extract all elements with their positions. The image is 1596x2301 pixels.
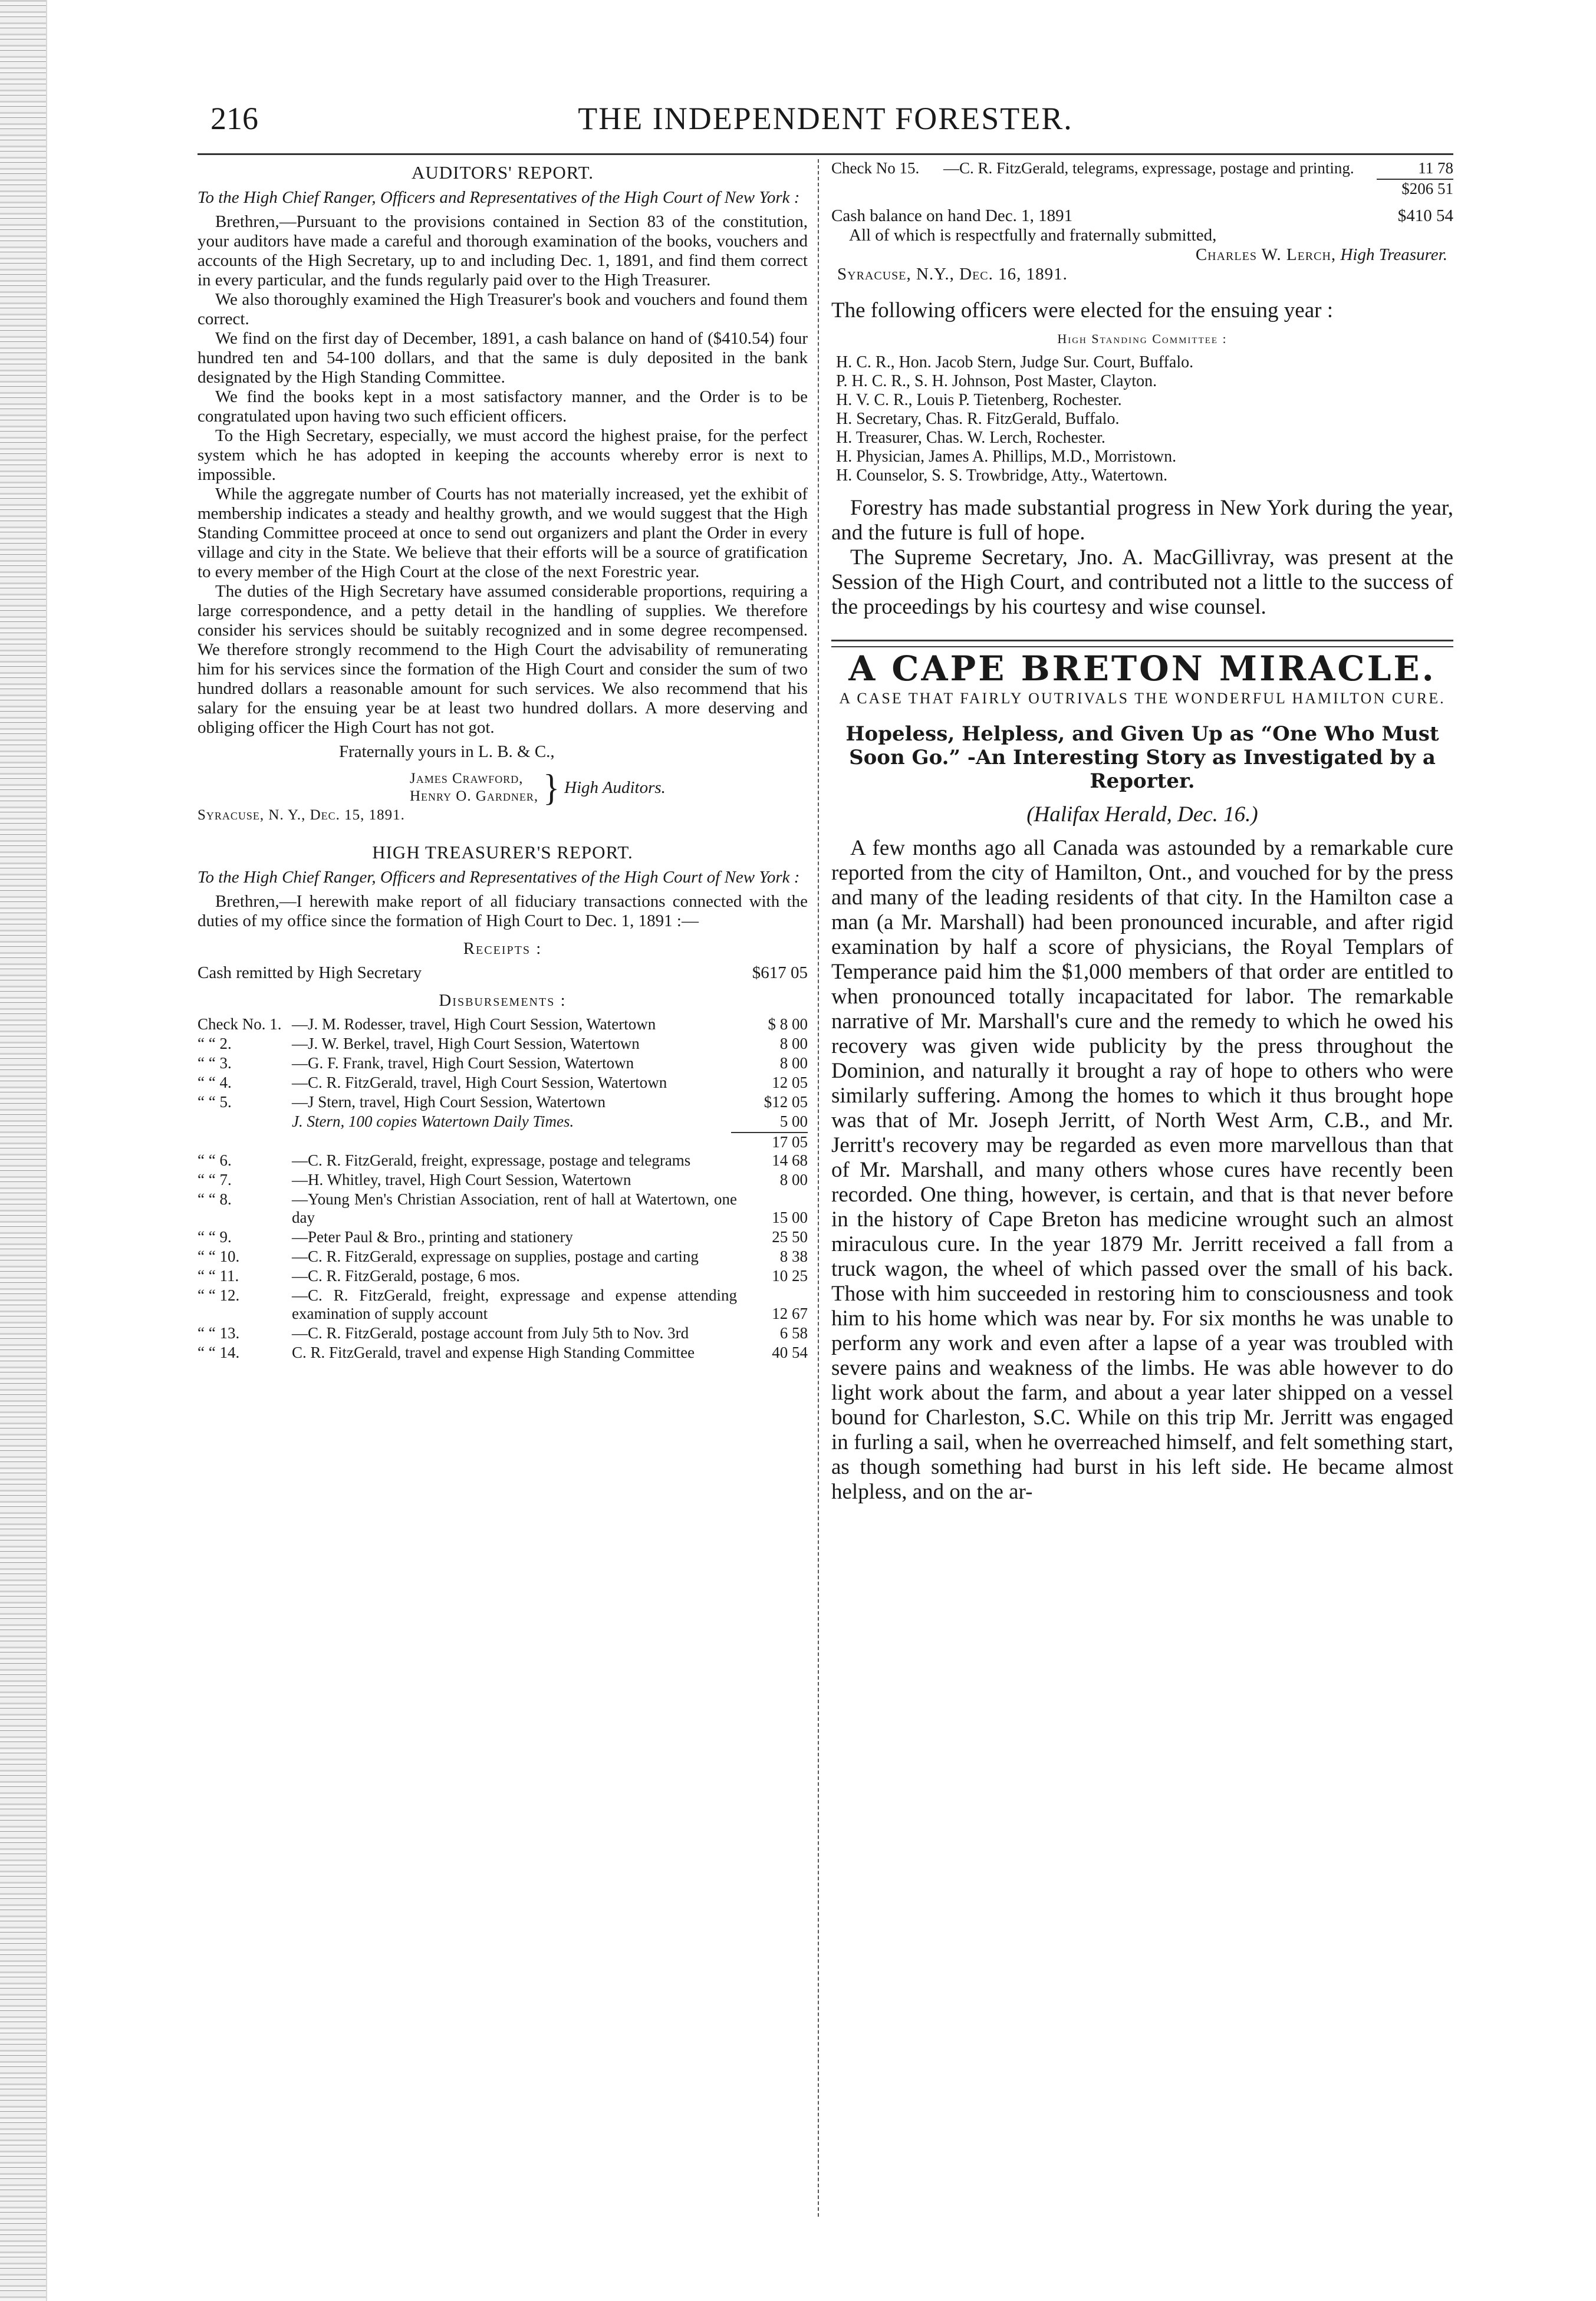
auditors-closing: Fraternally yours in L. B. & C., bbox=[339, 742, 555, 761]
newspaper-page bbox=[198, 88, 1453, 2234]
check-amount: 8 38 bbox=[779, 1247, 808, 1265]
officer-entry: H. Physician, James A. Phillips, M.D., Morristown. bbox=[836, 447, 1177, 466]
story-headline: A CAPE BRETON MIRACLE. bbox=[848, 649, 1436, 689]
story-deck: Hopeless, Helpless, and Given Up as “One Who Must Soon Go.” -An Interesting Story as Investigated by a Reporter. bbox=[845, 722, 1439, 793]
masthead: THE INDEPENDENT FORESTER. bbox=[578, 101, 1073, 136]
right-column bbox=[831, 159, 1453, 2223]
signer-name: James Crawford, bbox=[410, 771, 524, 786]
page-header bbox=[198, 100, 1453, 155]
section-divider bbox=[831, 640, 1453, 647]
officer-entry: H. Treasurer, Chas. W. Lerch, Rochester. bbox=[836, 429, 1105, 447]
check-amount: 8 00 bbox=[779, 1171, 808, 1189]
check-number: “ “ 12. bbox=[198, 1286, 240, 1304]
auditors-place-date: Syracuse, N. Y., Dec. 15, 1891. bbox=[198, 807, 405, 823]
check-amount: 10 25 bbox=[772, 1267, 808, 1285]
brace-glyph: } bbox=[543, 766, 560, 809]
check-number: “ “ 6. bbox=[198, 1151, 232, 1169]
check-row bbox=[198, 1267, 808, 1285]
check-number: “ “ 5. bbox=[198, 1093, 232, 1111]
story-text: A few months ago all Canada was astounded by a remarkable cure reported from the city of Hamilton, Ont., and vouched for by the press and many of the leading residents of that city. In the Hamilton case a man (a Mr. Marshall) had been pronounced incurable, and after rigid examination by half a score of physicians, the Royal Templars of Temperance paid him the $1,000 members of that order are entitled to when pronounced totally incapacitated for labor. The remarkable narrative of Mr. Marshall's cure and the remedy to which he owed his recovery was given wide publicity by the press throughout the Dominion, and naturally it brought a ray of hope to others who were similarly suffering. Among the homes to which it thus brought hope was that of Mr. Joseph Jerritt, of North West Arm, C.B., and Mr. Jerritt's recovery may be regarded as even more marvellous than that of Mr. Marshall, and many others whose cures have recently been recorded. One thing, however, is certain, and that is that never before in the history of Cape Breton has medicine wrought such an almost miraculous cure. In the year 1879 Mr. Jerritt received a fall from a truck wagon, the wheel of which passed over the small of his back. Those with him succeeded in restoring him to consciousness and took him to his home which was near by. For six months he was unable to perform any work and even after a lapse of a year was troubled with severe pains and weakness of the limbs. He was able however to do light work about the farm, and about a year later shipped on a vessel bound for Charleston, S.C. While on this trip Mr. Jerritt was engaged in furling a sail, when he overreached himself, and felt something start, as though something had burst in his left side. He became almost helpless, and on the ar- bbox=[831, 836, 1453, 1504]
check-description: —Peter Paul & Bro., printing and stationery bbox=[292, 1228, 573, 1246]
check-number: “ “ 2. bbox=[198, 1035, 232, 1052]
page-number: 216 bbox=[210, 101, 258, 136]
check-row bbox=[198, 1015, 808, 1033]
check-row bbox=[198, 1344, 808, 1362]
checks-list bbox=[198, 1015, 808, 1362]
left-column bbox=[198, 159, 808, 2223]
check-description: —C. R. FitzGerald, postage account from July 5th to Nov. 3rd bbox=[292, 1324, 689, 1342]
check-description: —C. R. FitzGerald, telegrams, expressage, postage and printing. bbox=[943, 159, 1354, 177]
supreme-secretary-paragraph: The Supreme Secretary, Jno. A. MacGillivray, was present at the Session of the High Court, and contributed not a little to the success of the proceedings by his courtesy and wise counsel. bbox=[831, 545, 1453, 619]
check-description: —J Stern, travel, High Court Session, Watertown bbox=[292, 1093, 606, 1111]
check-description: —C. R. FitzGerald, travel, High Court Session, Watertown bbox=[292, 1074, 667, 1091]
check-number: Check No 15. bbox=[831, 159, 920, 177]
check-amount: 8 00 bbox=[779, 1054, 808, 1072]
check-row bbox=[198, 1035, 808, 1053]
treasurer-signature bbox=[831, 245, 1453, 265]
treasurer-report-title: HIGH TREASURER'S REPORT. bbox=[372, 842, 633, 863]
check-amount: $12 05 bbox=[764, 1093, 808, 1111]
auditors-role: High Auditors. bbox=[564, 778, 666, 797]
check-description: —C. R. FitzGerald, expressage on supplies, postage and carting bbox=[292, 1247, 699, 1265]
disbursements-label: Disbursements : bbox=[439, 991, 567, 1010]
auditors-paragraph: The duties of the High Secretary have assumed considerable proportions, requiring a large correspondence, and a petty detail in the handling of supplies. We therefore consider his services should be suitably recognized and in some degree recompensed. We therefore strongly recommend to the High Court the advisability of remunerating him for his services since the formation of the High Court and consider the sum of two hundred dollars a reasonable amount for such services. We also recommend that his salary for the ensuing year be at least two hundred dollars. A more deserving and obliging officer the High Court has not got. bbox=[198, 582, 808, 737]
check-amount: 5 00 bbox=[779, 1112, 808, 1130]
treasurer-role: High Treasurer. bbox=[1340, 245, 1447, 264]
auditors-report-title: AUDITORS' REPORT. bbox=[412, 162, 594, 183]
auditors-signature bbox=[410, 766, 808, 809]
auditors-paragraph: Brethren,—Pursuant to the provisions contained in Section 83 of the constitution, your auditors have made a careful and thorough examination of the books, vouchers and accounts of the High Secretary, up to and including Dec. 1, 1891, and find them correct in every particular, and the funds regularly paid over to the High Treasurer. bbox=[198, 212, 808, 289]
officer-entry: H. Secretary, Chas. R. FitzGerald, Buffalo. bbox=[836, 410, 1120, 428]
check-number: “ “ 3. bbox=[198, 1054, 232, 1072]
check-row bbox=[198, 1247, 808, 1266]
check-amount: 40 54 bbox=[772, 1344, 808, 1361]
check-row bbox=[198, 1112, 808, 1131]
receipt-label: Cash remitted by High Secretary bbox=[198, 963, 422, 982]
cash-balance-label: Cash balance on hand Dec. 1, 1891 bbox=[831, 206, 1073, 225]
column-rule bbox=[818, 159, 819, 2217]
auditors-signer-names bbox=[410, 770, 538, 805]
check-amount: 25 50 bbox=[772, 1228, 808, 1246]
check-description: —C. R. FitzGerald, freight, expressage and expense attending examination of supply account bbox=[292, 1286, 737, 1322]
check-number: “ “ 11. bbox=[198, 1267, 239, 1285]
check-5-subtotal: 17 05 bbox=[731, 1132, 808, 1151]
check-description: —H. Whitley, travel, High Court Session, Watertown bbox=[292, 1171, 631, 1189]
check-number: Check No. 1. bbox=[198, 1015, 282, 1033]
check-amount: $ 8 00 bbox=[768, 1015, 808, 1033]
treasurer-signer: Charles W. Lerch, bbox=[1195, 245, 1337, 264]
auditors-paragraph: While the aggregate number of Courts has not materially increased, yet the exhibit of membership indicates a steady and healthy growth, and we would suggest that the High Standing Committee proceed at once to send out organizers and plant the Order in every village and city in the State. We believe that their efforts will be a source of gratification to every member of the High Court at the close of the next Forestric year. bbox=[198, 485, 808, 581]
check-row bbox=[198, 1093, 808, 1111]
checks-continued bbox=[831, 159, 1453, 198]
check-row bbox=[198, 1286, 808, 1323]
cash-balance-line bbox=[831, 206, 1453, 226]
check-number: “ “ 10. bbox=[198, 1247, 240, 1265]
auditors-paragraph: We find the books kept in a most satisfactory manner, and the Order is to be congratulated upon having two such efficient officers. bbox=[198, 387, 808, 426]
check-description: —C. R. FitzGerald, postage, 6 mos. bbox=[292, 1267, 520, 1285]
check-number: “ “ 9. bbox=[198, 1228, 232, 1246]
check-description: —J. M. Rodesser, travel, High Court Session, Watertown bbox=[292, 1015, 656, 1033]
officers-intro: The following officers were elected for the ensuing year : bbox=[831, 298, 1333, 322]
check-amount: 12 05 bbox=[772, 1074, 808, 1091]
check-amount: 6 58 bbox=[779, 1324, 808, 1342]
auditors-paragraph: We also thoroughly examined the High Treasurer's book and vouchers and found them correct. bbox=[198, 290, 808, 328]
auditors-paragraph: We find on the first day of December, 1891, a cash balance on hand of ($410.54) four hundred ten and 54-100 dollars, and that the same is duly deposited in the bank designated by the High Standing Committee. bbox=[198, 329, 808, 387]
check-amount: 12 67 bbox=[772, 1305, 808, 1322]
treasurer-place-date: Syracuse, N.Y., Dec. 16, 1891. bbox=[837, 265, 1068, 284]
check-row bbox=[198, 1074, 808, 1092]
check-row bbox=[198, 1054, 808, 1072]
officers-list bbox=[831, 353, 1453, 485]
check-amount: 8 00 bbox=[779, 1035, 808, 1052]
check-description: —G. F. Frank, travel, High Court Session, Watertown bbox=[292, 1054, 634, 1072]
check-amount: 11 78 bbox=[1418, 159, 1453, 177]
receipt-line bbox=[198, 963, 808, 983]
check-row bbox=[198, 1228, 808, 1246]
check-number: “ “ 14. bbox=[198, 1344, 240, 1361]
check-amount: 14 68 bbox=[772, 1151, 808, 1169]
cash-balance-amount: $410 54 bbox=[1397, 206, 1453, 225]
page-binding-edge bbox=[0, 0, 47, 2301]
check-number: “ “ 4. bbox=[198, 1074, 232, 1091]
signer-name: Henry O. Gardner, bbox=[410, 788, 539, 804]
receipt-amount: $617 05 bbox=[752, 963, 808, 982]
check-row bbox=[198, 1190, 808, 1227]
committee-heading: High Standing Committee : bbox=[1057, 331, 1228, 346]
auditors-paragraph: To the High Secretary, especially, we must accord the highest praise, for the perfect system which he has adopted in keeping the accounts whereby error is next to impossible. bbox=[198, 426, 808, 484]
disbursements-total: $206 51 bbox=[1377, 179, 1453, 198]
check-row bbox=[198, 1324, 808, 1342]
check-amount: 15 00 bbox=[772, 1209, 808, 1226]
forestry-paragraph: Forestry has made substantial progress in New York during the year, and the future is full of hope. bbox=[831, 496, 1453, 545]
auditors-salutation: To the High Chief Ranger, Officers and Representatives of the High Court of New York : bbox=[198, 188, 800, 207]
check-number bbox=[198, 1112, 292, 1131]
treasurer-intro: Brethren,—I herewith make report of all fiduciary transactions connected with the duties of my office since the formation of High Court to Dec. 1, 1891 :— bbox=[198, 892, 808, 930]
check-number: “ “ 13. bbox=[198, 1324, 240, 1342]
check-row bbox=[198, 1151, 808, 1170]
treasurer-salutation: To the High Chief Ranger, Officers and Representatives of the High Court of New York : bbox=[198, 868, 800, 887]
check-row bbox=[198, 1171, 808, 1189]
check-number: “ “ 7. bbox=[198, 1171, 232, 1189]
check-row bbox=[831, 159, 1453, 177]
story-dateline: (Halifax Herald, Dec. 16.) bbox=[1026, 802, 1258, 827]
officer-entry: P. H. C. R., S. H. Johnson, Post Master, Clayton. bbox=[836, 372, 1157, 390]
auditors-body bbox=[198, 212, 808, 738]
treasurer-submitted: All of which is respectfully and fraternally submitted, bbox=[849, 226, 1217, 245]
check-description: —J. W. Berkel, travel, High Court Session, Watertown bbox=[292, 1035, 640, 1052]
check-description: C. R. FitzGerald, travel and expense High Standing Committee bbox=[292, 1344, 695, 1361]
check-description: —C. R. FitzGerald, freight, expressage, postage and telegrams bbox=[292, 1151, 691, 1169]
story-subhead: A CASE THAT FAIRLY OUTRIVALS THE WONDERFUL HAMILTON CURE. bbox=[839, 690, 1446, 707]
officer-entry: H. C. R., Hon. Jacob Stern, Judge Sur. Court, Buffalo. bbox=[836, 353, 1194, 371]
check-description: —Young Men's Christian Association, rent of hall at Watertown, one day bbox=[292, 1190, 737, 1226]
receipts-label: Receipts : bbox=[463, 939, 542, 958]
check-number: “ “ 8. bbox=[198, 1190, 232, 1208]
check-description: J. Stern, 100 copies Watertown Daily Times. bbox=[292, 1112, 574, 1130]
officer-entry: H. Counselor, S. S. Trowbridge, Atty., Watertown. bbox=[836, 466, 1168, 485]
story-body bbox=[831, 836, 1453, 1505]
officer-entry: H. V. C. R., Louis P. Tietenberg, Rochester. bbox=[836, 391, 1122, 409]
